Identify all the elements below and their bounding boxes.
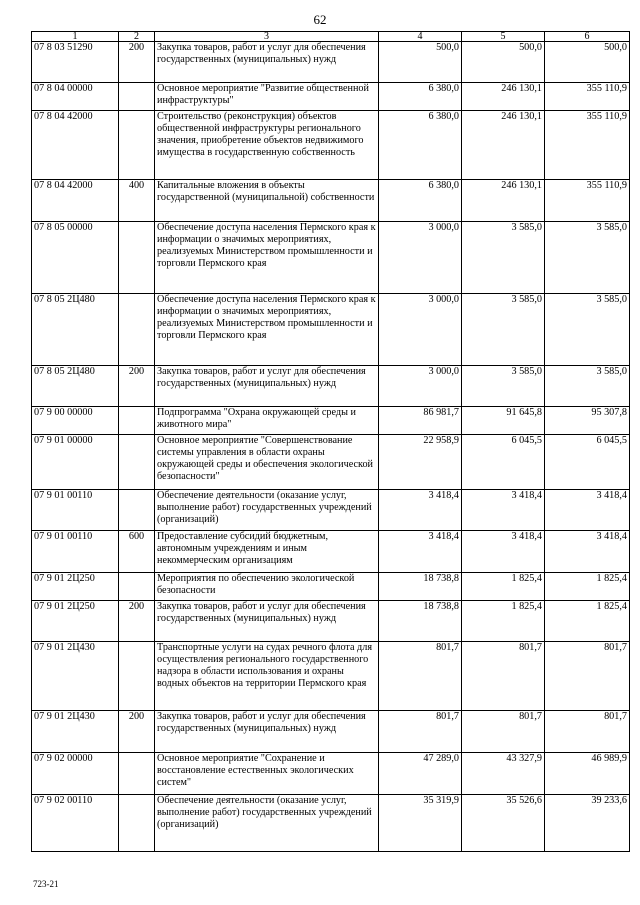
table-row xyxy=(32,83,630,111)
amount-col-4: 22 958,9 xyxy=(379,435,462,490)
expense-type: 400 xyxy=(119,180,155,222)
amount-col-5: 43 327,9 xyxy=(462,753,545,795)
amount-col-6: 355 110,9 xyxy=(545,180,630,222)
item-name: Основное мероприятие "Совершенствование системы управления в области охраны окружающей среды и обеспечения экологической безопасности" xyxy=(155,435,379,490)
item-name: Мероприятия по обеспечению экологической безопасности xyxy=(155,573,379,601)
table-row xyxy=(32,753,630,795)
item-name: Закупка товаров, работ и услуг для обеспечения государственных (муниципальных) нужд xyxy=(155,366,379,407)
amount-col-4: 35 319,9 xyxy=(379,795,462,852)
amount-col-5: 6 045,5 xyxy=(462,435,545,490)
expense-type xyxy=(119,573,155,601)
amount-col-6: 3 418,4 xyxy=(545,490,630,531)
item-name: Основное мероприятие "Развитие общественной инфраструктуры" xyxy=(155,83,379,111)
target-code: 07 9 01 2Ц250 xyxy=(32,601,119,642)
item-name: Обеспечение доступа населения Пермского края к информации о значимых мероприятиях, реализуемых Министерством промышленности и торговли Пермского края xyxy=(155,222,379,294)
target-code: 07 8 05 2Ц480 xyxy=(32,294,119,366)
table-row xyxy=(32,642,630,711)
table-row xyxy=(32,601,630,642)
target-code: 07 9 02 00110 xyxy=(32,795,119,852)
amount-col-6: 3 585,0 xyxy=(545,294,630,366)
target-code: 07 8 04 42000 xyxy=(32,180,119,222)
amount-col-5: 3 418,4 xyxy=(462,531,545,573)
page-number: 62 xyxy=(313,12,327,27)
expense-type: 600 xyxy=(119,531,155,573)
expense-type: 200 xyxy=(119,42,155,83)
table-row xyxy=(32,180,630,222)
table-row xyxy=(32,366,630,407)
expense-type xyxy=(119,294,155,366)
table-row xyxy=(32,294,630,366)
target-code: 07 8 03 51290 xyxy=(32,42,119,83)
target-code: 07 8 04 00000 xyxy=(32,83,119,111)
column-header-5: 5 xyxy=(462,32,545,42)
target-code: 07 9 01 00110 xyxy=(32,531,119,573)
item-name: Основное мероприятие "Сохранение и восстановление естественных экологических систем" xyxy=(155,753,379,795)
item-name: Предоставление субсидий бюджетным, автономным учреждениям и иным некоммерческим организациям xyxy=(155,531,379,573)
amount-col-6: 355 110,9 xyxy=(545,83,630,111)
item-name: Подпрограмма "Охрана окружающей среды и животного мира" xyxy=(155,407,379,435)
amount-col-6: 39 233,6 xyxy=(545,795,630,852)
target-code: 07 9 02 00000 xyxy=(32,753,119,795)
item-name: Обеспечение деятельности (оказание услуг, выполнение работ) государственных учреждений (организаций) xyxy=(155,795,379,852)
target-code: 07 9 01 00110 xyxy=(32,490,119,531)
amount-col-4: 86 981,7 xyxy=(379,407,462,435)
item-name: Капитальные вложения в объекты государственной (муниципальной) собственности xyxy=(155,180,379,222)
amount-col-5: 801,7 xyxy=(462,642,545,711)
table-row xyxy=(32,490,630,531)
amount-col-6: 6 045,5 xyxy=(545,435,630,490)
budget-table xyxy=(31,31,630,852)
table-row xyxy=(32,407,630,435)
expense-type: 200 xyxy=(119,366,155,407)
amount-col-4: 3 000,0 xyxy=(379,222,462,294)
amount-col-5: 246 130,1 xyxy=(462,111,545,180)
amount-col-4: 3 418,4 xyxy=(379,531,462,573)
amount-col-4: 3 418,4 xyxy=(379,490,462,531)
expense-type xyxy=(119,83,155,111)
target-code: 07 8 05 2Ц480 xyxy=(32,366,119,407)
column-header-1: 1 xyxy=(32,32,119,42)
amount-col-5: 801,7 xyxy=(462,711,545,753)
amount-col-5: 246 130,1 xyxy=(462,83,545,111)
expense-type xyxy=(119,642,155,711)
amount-col-5: 246 130,1 xyxy=(462,180,545,222)
amount-col-5: 3 585,0 xyxy=(462,222,545,294)
amount-col-4: 500,0 xyxy=(379,42,462,83)
amount-col-6: 355 110,9 xyxy=(545,111,630,180)
table-row xyxy=(32,531,630,573)
amount-col-4: 801,7 xyxy=(379,711,462,753)
amount-col-6: 801,7 xyxy=(545,642,630,711)
header-row xyxy=(32,32,630,42)
expense-type: 200 xyxy=(119,711,155,753)
table-row xyxy=(32,111,630,180)
item-name: Закупка товаров, работ и услуг для обеспечения государственных (муниципальных) нужд xyxy=(155,601,379,642)
amount-col-6: 1 825,4 xyxy=(545,573,630,601)
column-header-2: 2 xyxy=(119,32,155,42)
expense-type xyxy=(119,111,155,180)
amount-col-6: 500,0 xyxy=(545,42,630,83)
amount-col-6: 95 307,8 xyxy=(545,407,630,435)
amount-col-5: 1 825,4 xyxy=(462,601,545,642)
amount-col-5: 3 418,4 xyxy=(462,490,545,531)
amount-col-5: 500,0 xyxy=(462,42,545,83)
column-header-4: 4 xyxy=(379,32,462,42)
amount-col-6: 3 585,0 xyxy=(545,222,630,294)
expense-type xyxy=(119,222,155,294)
column-header-6: 6 xyxy=(545,32,630,42)
amount-col-6: 46 989,9 xyxy=(545,753,630,795)
amount-col-6: 801,7 xyxy=(545,711,630,753)
expense-type xyxy=(119,753,155,795)
item-name: Строительство (реконструкция) объектов общественной инфраструктуры регионального значения, приобретение объектов недвижимого имущества в государственную собственность xyxy=(155,111,379,180)
amount-col-4: 6 380,0 xyxy=(379,83,462,111)
target-code: 07 8 05 00000 xyxy=(32,222,119,294)
amount-col-6: 3 418,4 xyxy=(545,531,630,573)
item-name: Обеспечение доступа населения Пермского края к информации о значимых мероприятиях, реализуемых Министерством промышленности и торговли Пермского края xyxy=(155,294,379,366)
target-code: 07 9 01 00000 xyxy=(32,435,119,490)
amount-col-6: 1 825,4 xyxy=(545,601,630,642)
expense-type xyxy=(119,795,155,852)
amount-col-5: 35 526,6 xyxy=(462,795,545,852)
amount-col-4: 6 380,0 xyxy=(379,111,462,180)
amount-col-4: 3 000,0 xyxy=(379,366,462,407)
amount-col-5: 3 585,0 xyxy=(462,294,545,366)
item-name: Закупка товаров, работ и услуг для обеспечения государственных (муниципальных) нужд xyxy=(155,42,379,83)
amount-col-4: 801,7 xyxy=(379,642,462,711)
footer-code: 723-21 xyxy=(33,879,59,889)
amount-col-4: 18 738,8 xyxy=(379,601,462,642)
table-row xyxy=(32,711,630,753)
expense-type: 200 xyxy=(119,601,155,642)
amount-col-5: 1 825,4 xyxy=(462,573,545,601)
table-row xyxy=(32,795,630,852)
target-code: 07 9 01 2Ц430 xyxy=(32,642,119,711)
item-name: Обеспечение деятельности (оказание услуг, выполнение работ) государственных учреждений (организаций) xyxy=(155,490,379,531)
item-name: Транспортные услуги на судах речного флота для осуществления регионального государственного надзора в области использования и охраны водных объектов на территории Пермского края xyxy=(155,642,379,711)
target-code: 07 9 01 2Ц430 xyxy=(32,711,119,753)
target-code: 07 8 04 42000 xyxy=(32,111,119,180)
target-code: 07 9 01 2Ц250 xyxy=(32,573,119,601)
expense-type xyxy=(119,435,155,490)
amount-col-4: 6 380,0 xyxy=(379,180,462,222)
amount-col-5: 3 585,0 xyxy=(462,366,545,407)
amount-col-4: 18 738,8 xyxy=(379,573,462,601)
expense-type xyxy=(119,407,155,435)
table-row xyxy=(32,42,630,83)
table-row xyxy=(32,435,630,490)
expense-type xyxy=(119,490,155,531)
item-name: Закупка товаров, работ и услуг для обеспечения государственных (муниципальных) нужд xyxy=(155,711,379,753)
amount-col-5: 91 645,8 xyxy=(462,407,545,435)
table-row xyxy=(32,222,630,294)
table-row xyxy=(32,573,630,601)
amount-col-4: 47 289,0 xyxy=(379,753,462,795)
amount-col-4: 3 000,0 xyxy=(379,294,462,366)
target-code: 07 9 00 00000 xyxy=(32,407,119,435)
amount-col-6: 3 585,0 xyxy=(545,366,630,407)
column-header-3: 3 xyxy=(155,32,379,42)
